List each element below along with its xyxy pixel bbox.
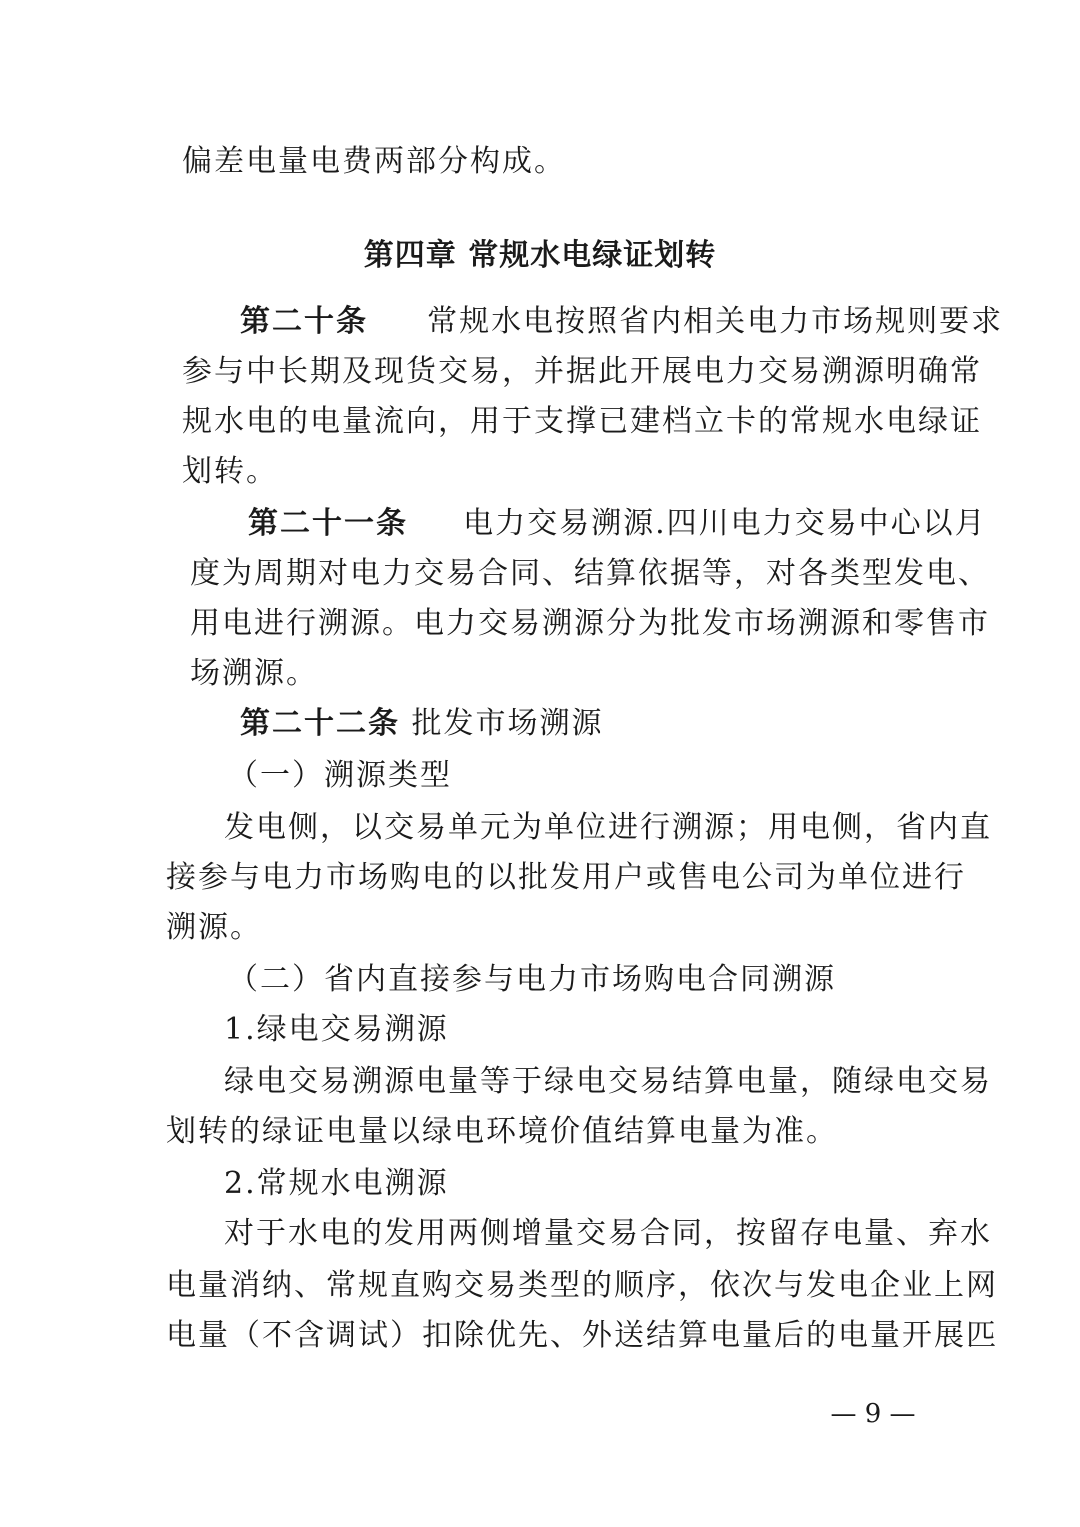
paragraph-line: 划转。 <box>182 454 278 489</box>
article-21-label: 第二十一条 <box>248 506 408 541</box>
item-heading: 1.绿电交易溯源 <box>224 1012 449 1047</box>
article-21-text: 电力交易溯源.四川电力交易中心以月 <box>463 506 987 541</box>
paragraph-line: 对于水电的发用两侧增量交易合同，按留存电量、弃水 <box>224 1216 992 1251</box>
paragraph-line: 电量消纳、常规直购交易类型的顺序，依次与发电企业上网 <box>166 1268 998 1303</box>
article-22-text: 批发市场溯源 <box>411 706 604 741</box>
article-22-label: 第二十二条 <box>240 706 400 741</box>
paragraph-line: 偏差电量电费两部分构成。 <box>182 144 566 179</box>
paragraph-line: 溯源。 <box>166 910 262 945</box>
item-heading: 2.常规水电溯源 <box>224 1166 449 1201</box>
paragraph-line: 电量（不含调试）扣除优先、外送结算电量后的电量开展匹 <box>166 1318 998 1353</box>
paragraph-line: 度为周期对电力交易合同、结算依据等，对各类型发电、 <box>190 556 990 591</box>
article-22-line <box>240 698 604 750</box>
article-20-first-line <box>240 296 1004 348</box>
subsection-heading: （一）溯源类型 <box>228 758 452 793</box>
paragraph-line: 接参与电力市场购电的以批发用户或售电公司为单位进行 <box>166 860 966 895</box>
paragraph-line: 参与中长期及现货交易，并据此开展电力交易溯源明确常 <box>182 354 982 389</box>
paragraph-line: 用电进行溯源。电力交易溯源分为批发市场溯源和零售市 <box>190 606 990 641</box>
paragraph-line: 划转的绿证电量以绿电环境价值结算电量为准。 <box>166 1114 838 1149</box>
paragraph-line: 场溯源。 <box>190 656 318 691</box>
paragraph-line: 规水电的电量流向，用于支撑已建档立卡的常规水电绿证 <box>182 404 982 439</box>
chapter-heading: 第四章 常规水电绿证划转 <box>363 238 717 273</box>
page-number: — 9 — <box>830 1399 916 1429</box>
article-20-text: 常规水电按照省内相关电力市场规则要求 <box>427 304 1004 339</box>
article-20-label: 第二十条 <box>240 304 368 339</box>
subsection-heading: （二）省内直接参与电力市场购电合同溯源 <box>228 962 836 997</box>
paragraph-line: 绿电交易溯源电量等于绿电交易结算电量，随绿电交易 <box>224 1064 992 1099</box>
article-21-first-line <box>248 498 987 550</box>
paragraph-line: 发电侧，以交易单元为单位进行溯源；用电侧，省内直 <box>224 810 992 845</box>
